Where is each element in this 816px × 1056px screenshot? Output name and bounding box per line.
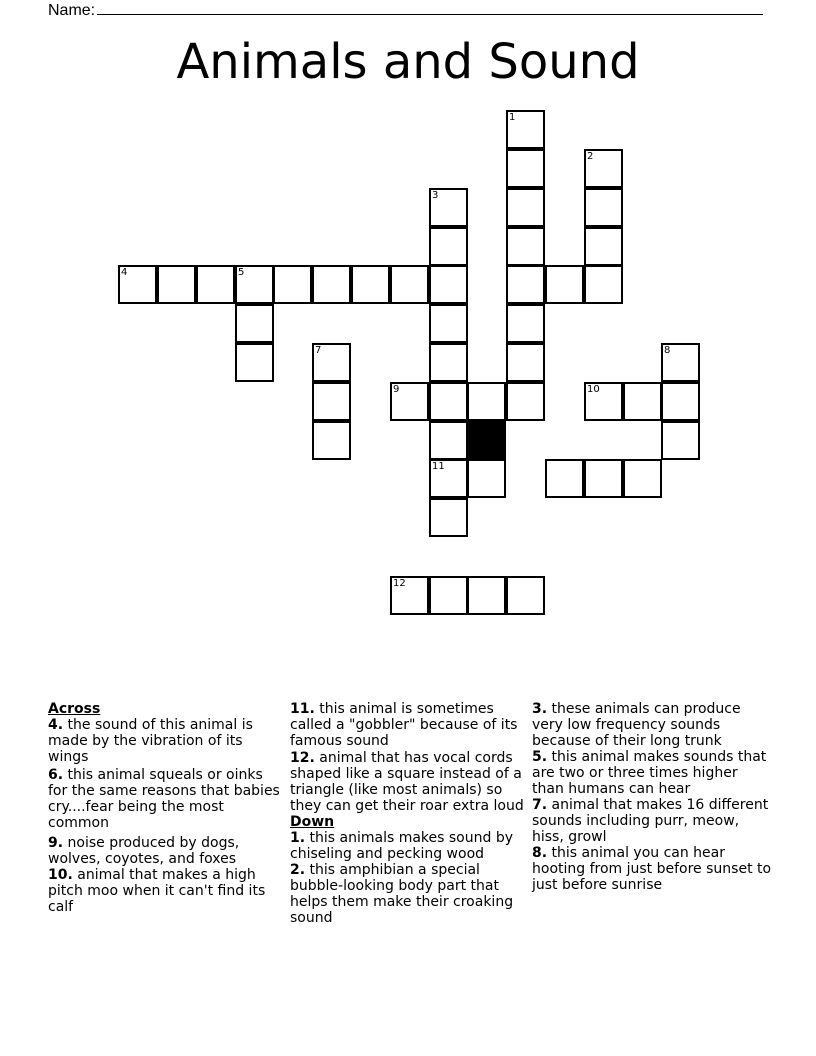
grid-cell[interactable] bbox=[196, 265, 235, 304]
grid-cell[interactable] bbox=[661, 343, 700, 382]
grid-cell[interactable] bbox=[506, 304, 545, 343]
grid-cell[interactable] bbox=[429, 227, 468, 266]
grid-cell[interactable] bbox=[312, 382, 351, 421]
grid-cell[interactable] bbox=[584, 265, 623, 304]
clue-down-1 bbox=[290, 830, 528, 862]
clue-text: animal that makes a high pitch moo when it can't find its calf bbox=[48, 867, 266, 915]
grid-cell[interactable] bbox=[584, 382, 623, 421]
grid-cell[interactable] bbox=[273, 265, 312, 304]
grid-cell[interactable] bbox=[584, 149, 623, 188]
grid-cell[interactable] bbox=[235, 265, 274, 304]
grid-cell[interactable] bbox=[429, 382, 468, 421]
grid-cell[interactable] bbox=[429, 459, 468, 498]
grid-cell[interactable] bbox=[390, 576, 429, 615]
cell-number: 1 bbox=[509, 112, 516, 123]
clue-number: 3. bbox=[532, 701, 548, 717]
clue-column-1 bbox=[48, 701, 284, 915]
grid-cell[interactable] bbox=[312, 421, 351, 460]
clue-text: the sound of this animal is made by the vibration of its wings bbox=[48, 717, 253, 765]
grid-cell[interactable] bbox=[506, 149, 545, 188]
clue-number: 1. bbox=[290, 830, 306, 846]
clue-across-6 bbox=[48, 767, 284, 831]
grid-cell[interactable] bbox=[429, 498, 468, 537]
clue-number: 9. bbox=[48, 835, 64, 851]
clue-across-10 bbox=[48, 867, 284, 915]
cell-number: 12 bbox=[393, 578, 406, 589]
grid-cell[interactable] bbox=[506, 343, 545, 382]
clue-text: this animal makes sounds that are two or three times higher than humans can hear bbox=[532, 749, 767, 797]
clue-text: this animal you can hear hooting from just before sunset to just before sunrise bbox=[532, 845, 772, 893]
cell-number: 7 bbox=[315, 345, 322, 356]
cell-number: 3 bbox=[432, 190, 439, 201]
grid-cell[interactable] bbox=[429, 188, 468, 227]
black-cell bbox=[467, 421, 506, 460]
grid-cell[interactable] bbox=[118, 265, 157, 304]
grid-cell[interactable] bbox=[506, 576, 545, 615]
clue-down-5 bbox=[532, 749, 772, 797]
clue-down-2 bbox=[290, 862, 528, 926]
grid-cell[interactable] bbox=[584, 227, 623, 266]
down-heading: Down bbox=[290, 814, 335, 830]
grid-cell[interactable] bbox=[390, 265, 429, 304]
clue-number: 11. bbox=[290, 701, 315, 717]
clue-number: 8. bbox=[532, 845, 548, 861]
grid-cell[interactable] bbox=[429, 304, 468, 343]
cell-number: 10 bbox=[587, 384, 600, 395]
clue-across-11 bbox=[290, 701, 528, 749]
cell-number: 4 bbox=[121, 267, 128, 278]
grid-cell[interactable] bbox=[584, 188, 623, 227]
name-label: Name: bbox=[48, 2, 96, 19]
page-title: Animals and Sound bbox=[176, 34, 640, 90]
clue-number: 12. bbox=[290, 750, 315, 766]
clue-text: this amphibian a special bubble-looking body part that helps them make their croaking sound bbox=[290, 862, 514, 926]
grid-cell[interactable] bbox=[312, 343, 351, 382]
clue-number: 7. bbox=[532, 797, 548, 813]
clue-across-4 bbox=[48, 717, 284, 765]
grid-cell[interactable] bbox=[506, 110, 545, 149]
grid-cell[interactable] bbox=[429, 421, 468, 460]
grid-cell[interactable] bbox=[312, 265, 351, 304]
clue-text: this animals makes sound by chiseling and pecking wood bbox=[290, 830, 514, 862]
clue-down-7 bbox=[532, 797, 772, 845]
grid-cell[interactable] bbox=[467, 382, 506, 421]
grid-cell[interactable] bbox=[157, 265, 196, 304]
grid-cell[interactable] bbox=[390, 382, 429, 421]
clue-down-8 bbox=[532, 845, 772, 893]
clue-column-3 bbox=[532, 701, 772, 893]
grid-cell[interactable] bbox=[235, 304, 274, 343]
grid-cell[interactable] bbox=[623, 459, 662, 498]
clue-across-9 bbox=[48, 835, 284, 867]
grid-cell[interactable] bbox=[506, 382, 545, 421]
grid-cell[interactable] bbox=[235, 343, 274, 382]
cell-number: 8 bbox=[664, 345, 671, 356]
cell-number: 11 bbox=[432, 461, 445, 472]
grid-cell[interactable] bbox=[545, 265, 584, 304]
clue-text: these animals can produce very low frequency sounds because of their long trunk bbox=[532, 701, 741, 749]
grid-cell[interactable] bbox=[661, 421, 700, 460]
clue-text: animal that has vocal cords shaped like a square instead of a triangle (like most animals) so they can get their roar extra loud bbox=[290, 750, 524, 814]
grid-cell[interactable] bbox=[506, 265, 545, 304]
grid-cell[interactable] bbox=[467, 576, 506, 615]
cell-number: 9 bbox=[393, 384, 400, 395]
grid-cell[interactable] bbox=[429, 343, 468, 382]
clue-number: 10. bbox=[48, 867, 73, 883]
clue-text: this animal squeals or oinks for the same reasons that babies cry....fear being the most common bbox=[48, 767, 280, 831]
clue-down-3 bbox=[532, 701, 772, 749]
grid-cell[interactable] bbox=[584, 459, 623, 498]
cell-number: 2 bbox=[587, 151, 594, 162]
clue-number: 2. bbox=[290, 862, 306, 878]
clue-text: animal that makes 16 different sounds including purr, meow, hiss, growl bbox=[532, 797, 769, 845]
grid-cell[interactable] bbox=[351, 265, 390, 304]
cell-number: 5 bbox=[238, 267, 245, 278]
clue-number: 4. bbox=[48, 717, 64, 733]
clue-column-2 bbox=[290, 701, 528, 926]
clue-text: this animal is sometimes called a "gobbler" because of its famous sound bbox=[290, 701, 518, 749]
across-heading: Across bbox=[48, 701, 101, 717]
clue-number: 5. bbox=[532, 749, 548, 765]
grid-cell[interactable] bbox=[661, 382, 700, 421]
clue-number: 6. bbox=[48, 767, 64, 783]
grid-cell[interactable] bbox=[467, 459, 506, 498]
grid-cell[interactable] bbox=[429, 265, 468, 304]
grid-cell[interactable] bbox=[429, 576, 468, 615]
grid-cell[interactable] bbox=[506, 227, 545, 266]
grid-cell[interactable] bbox=[545, 459, 584, 498]
clue-text: noise produced by dogs, wolves, coyotes, and foxes bbox=[48, 835, 240, 867]
grid-cell[interactable] bbox=[623, 382, 662, 421]
grid-cell[interactable] bbox=[506, 188, 545, 227]
clue-across-12 bbox=[290, 750, 528, 814]
